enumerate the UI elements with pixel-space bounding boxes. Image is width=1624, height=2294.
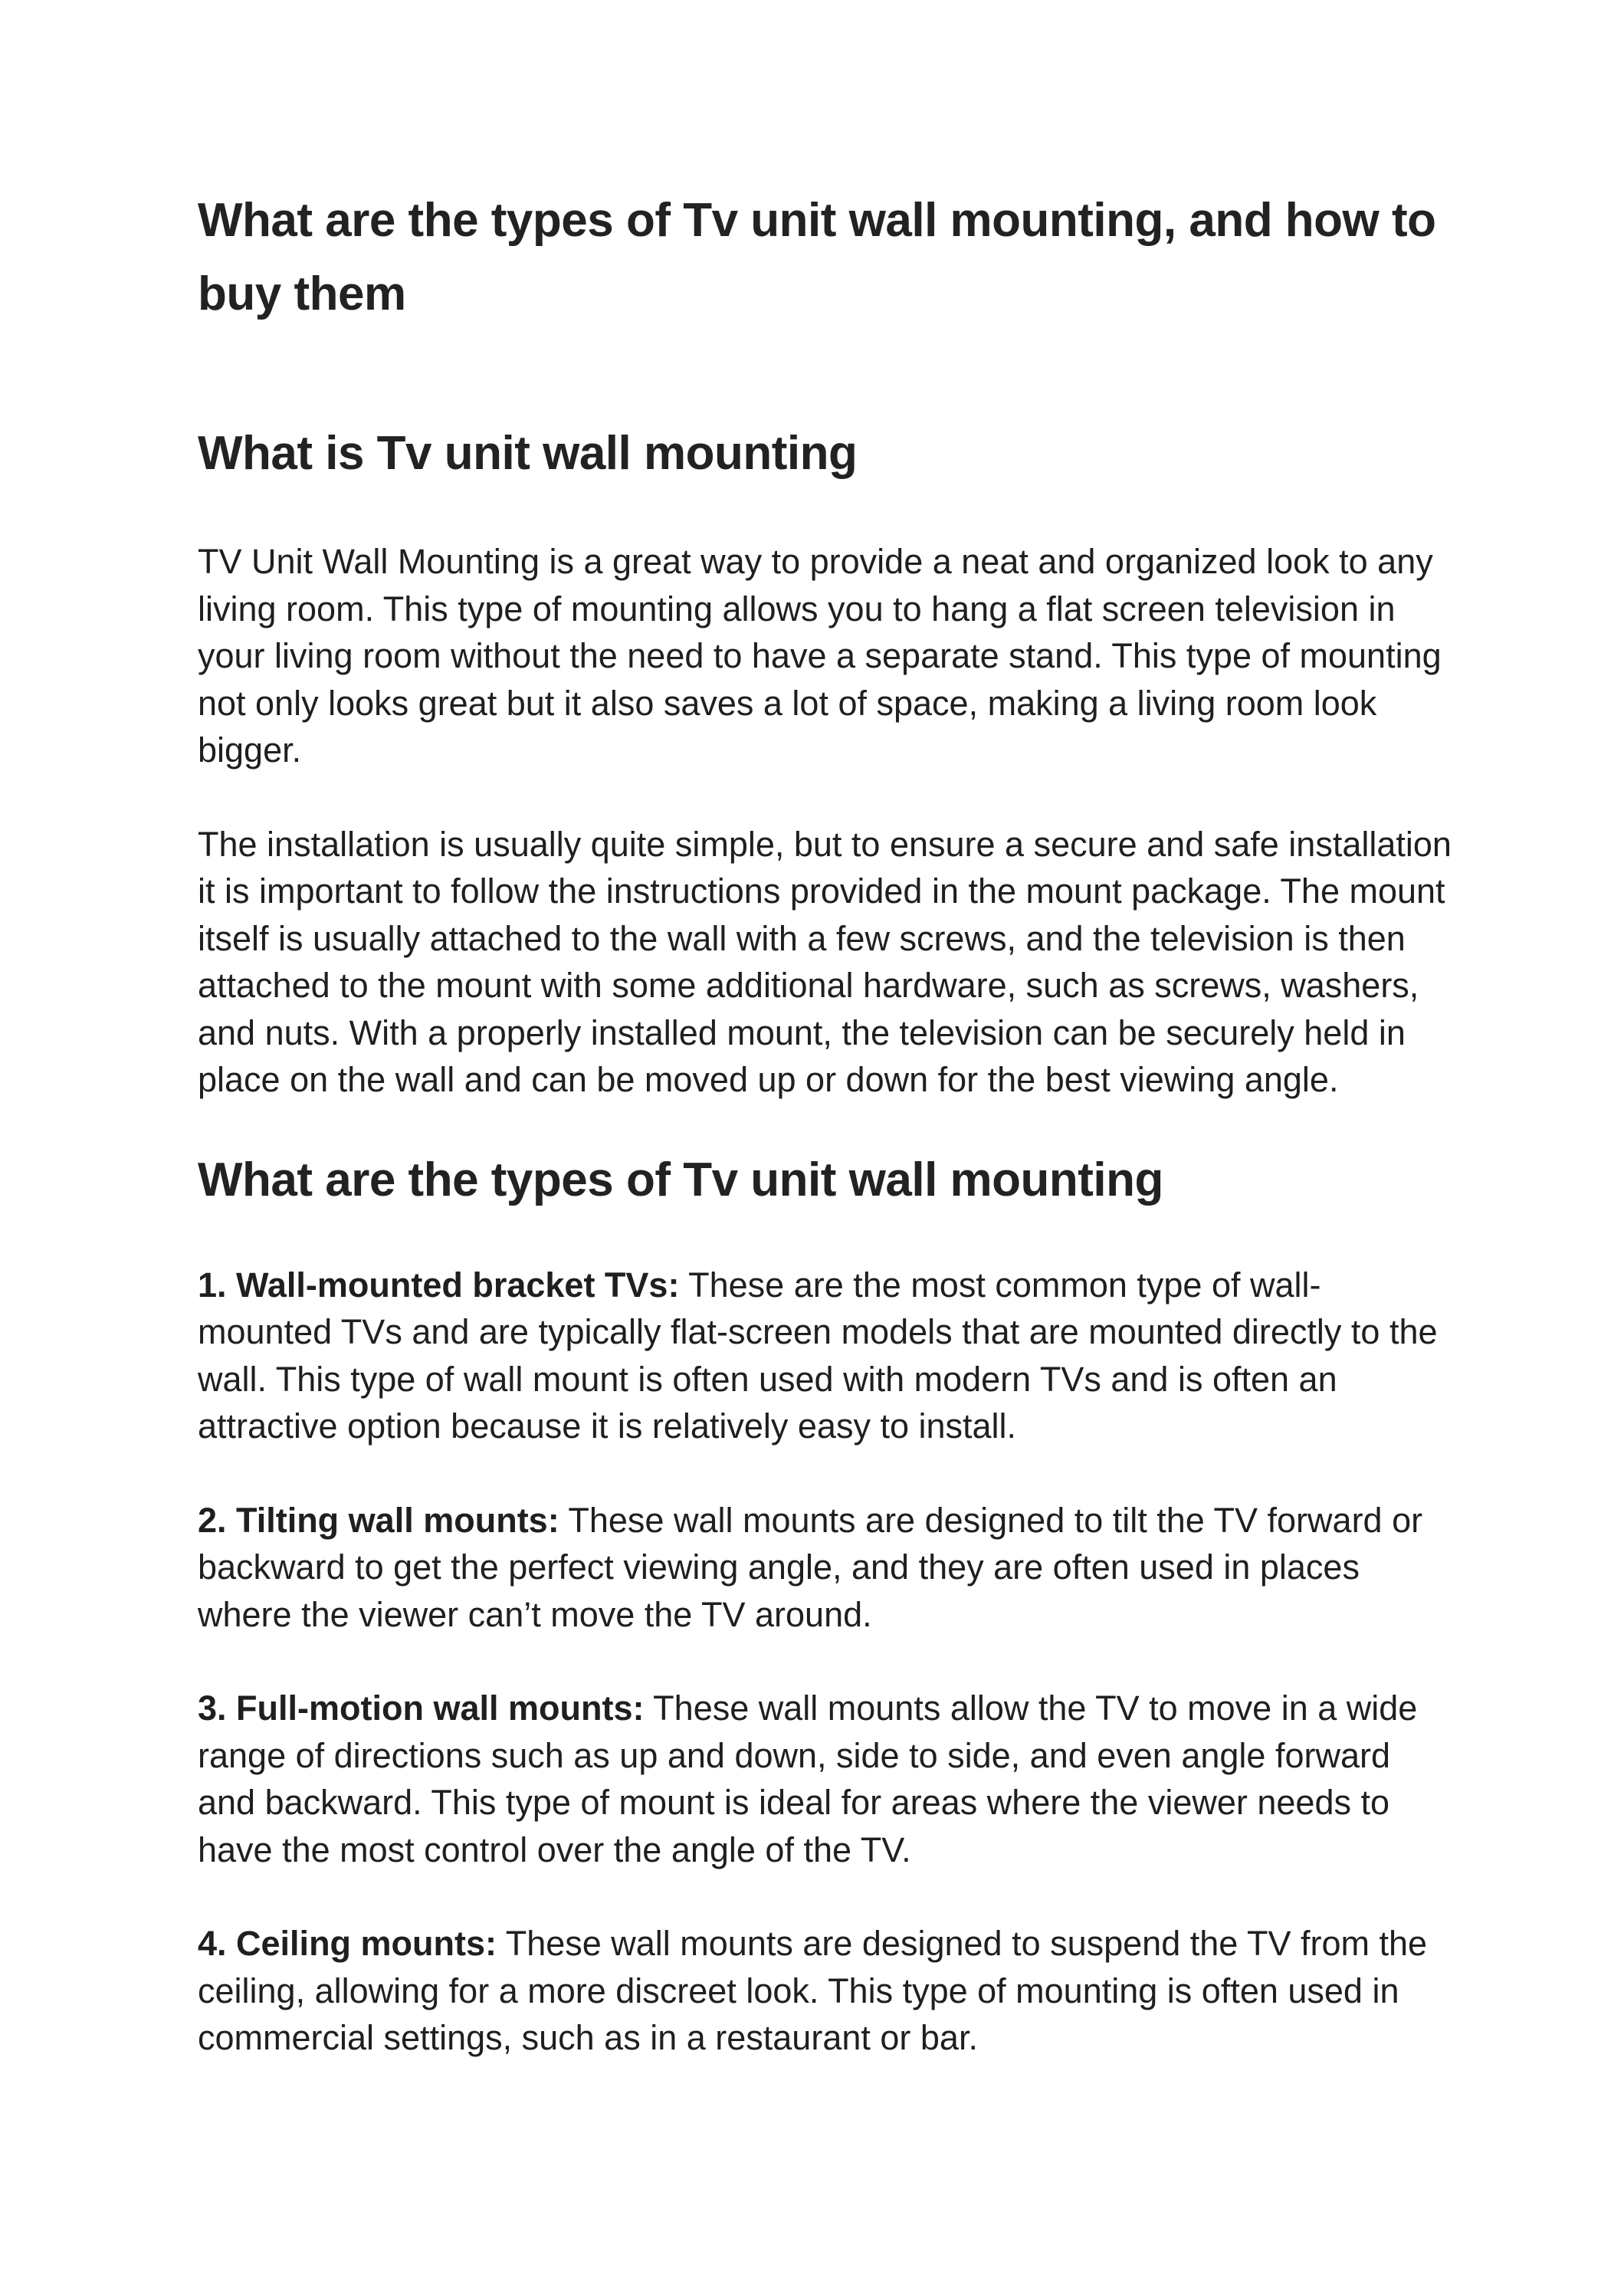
section-heading-types: What are the types of Tv unit wall mounting <box>198 1153 1163 1206</box>
list-item <box>198 1920 1455 2062</box>
section-heading-what-is: What is Tv unit wall mounting <box>198 427 858 480</box>
list-item-text: These wall mounts allow the TV to move in a wide range of directions such as up and down, side to side, and even angle forward and backward. This type of mount is ideal for areas where the viewer needs to have the most control over the angle of the TV. <box>198 1689 1418 1869</box>
list-item-text: These are the most common type of wall-mounted TVs and are typically flat-screen models that are mounted directly to the wall. This type of wall mount is often used with modern TVs and is often an attractive option because it is relatively easy to install. <box>198 1265 1438 1446</box>
document-content <box>198 184 1455 2062</box>
list-item-label: 2. Tilting wall mounts: <box>198 1500 559 1540</box>
list-item-text: These wall mounts are designed to suspend the TV from the ceiling, allowing for a more discreet look. This type of mounting is often used in commercial settings, such as in a restaurant or bar. <box>198 1924 1428 2057</box>
list-item-label: 3. Full-motion wall mounts: <box>198 1689 645 1728</box>
list-item-label: 4. Ceiling mounts: <box>198 1924 497 1963</box>
types-list <box>198 1262 1455 2062</box>
list-item-label: 1. Wall-mounted bracket TVs: <box>198 1265 680 1305</box>
list-item <box>198 1497 1455 1639</box>
list-item <box>198 1685 1455 1873</box>
document-title: What are the types of Tv unit wall mounting, and how to buy them <box>198 194 1436 320</box>
paragraph-installation: The installation is usually quite simple, but to ensure a secure and safe installation it is important to follow the instructions provided in the mount package. The mount itself is usually attached to the wall with a few screws, and the television is then attached to the mount with some additional hardware, such as screws, washers, and nuts. With a properly installed mount, the television can be securely held in place on the wall and can be moved up or down for the best viewing angle. <box>198 824 1452 1099</box>
list-item <box>198 1262 1455 1450</box>
paragraph-intro: TV Unit Wall Mounting is a great way to provide a neat and organized look to any living room. This type of mounting allows you to hang a flat screen television in your living room without the need to have a separate stand. This type of mounting not only looks great but it also saves a lot of space, making a living room look bigger. <box>198 542 1442 770</box>
list-item-text: These wall mounts are designed to tilt the TV forward or backward to get the perfect viewing angle, and they are often used in places where the viewer can’t move the TV around. <box>198 1500 1423 1634</box>
